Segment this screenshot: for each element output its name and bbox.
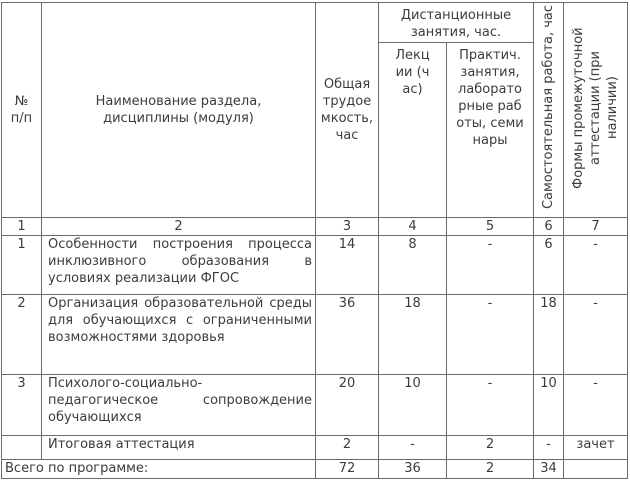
row-practice: - — [447, 295, 534, 375]
row-self-work: - — [534, 436, 564, 460]
total-hours: 72 — [316, 460, 379, 479]
row-name: Организация образовательной среды для обучающихся с ограниченными возможностями здоровья — [42, 295, 316, 375]
column-number-row — [2, 218, 628, 236]
row-num: 3 — [2, 375, 42, 436]
header-self-work-text: Самостоятельная работа, час — [541, 5, 556, 210]
row-lectures: - — [379, 436, 447, 460]
total-lectures: 36 — [379, 460, 447, 479]
row-forms: - — [564, 375, 628, 436]
col-num-1: 1 — [2, 218, 42, 236]
row-name: Психолого-социально-педагогическое сопровождение обучающихся — [42, 375, 316, 436]
header-practice-text: Практич. занятия, лабораторные работы, семинары — [456, 48, 524, 148]
row-self-work: 6 — [534, 236, 564, 295]
total-label: Всего по программе: — [2, 460, 316, 479]
header-self-work — [534, 3, 564, 218]
total-forms — [564, 460, 628, 479]
header-name-text: Наименование раздела, дисциплины (модуля) — [95, 94, 262, 126]
col-num-3: 3 — [316, 218, 379, 236]
header-forms — [564, 3, 628, 218]
row-num — [2, 436, 42, 460]
header-lectures-text: Лекции (час) — [395, 48, 430, 97]
header-forms-text: Формы промежуточной аттестации (при наличии) — [571, 26, 620, 189]
total-row — [2, 460, 628, 479]
row-lectures: 8 — [379, 236, 447, 295]
row-name: Итоговая аттестация — [42, 436, 316, 460]
header-distance-group-text: Дистанционные занятия, час. — [400, 8, 512, 40]
row-practice: - — [447, 375, 534, 436]
row-total: 36 — [316, 295, 379, 375]
row-lectures: 10 — [379, 375, 447, 436]
col-num-5: 5 — [447, 218, 534, 236]
row-name: Особенности построения процесса инклюзивного образования в условиях реализации ФГОС — [42, 236, 316, 295]
row-self-work: 10 — [534, 375, 564, 436]
header-name — [42, 3, 316, 218]
row-forms: - — [564, 295, 628, 375]
header-num — [2, 3, 42, 218]
row-total: 2 — [316, 436, 379, 460]
row-self-work: 18 — [534, 295, 564, 375]
table-row — [2, 236, 628, 295]
total-self-work: 34 — [534, 460, 564, 479]
row-forms: зачет — [564, 436, 628, 460]
row-num: 2 — [2, 295, 42, 375]
table-row — [2, 436, 628, 460]
row-total: 14 — [316, 236, 379, 295]
header-practice — [447, 43, 534, 218]
col-num-4: 4 — [379, 218, 447, 236]
header-total — [316, 3, 379, 218]
row-practice: - — [447, 236, 534, 295]
row-lectures: 18 — [379, 295, 447, 375]
row-forms: - — [564, 236, 628, 295]
row-total: 20 — [316, 375, 379, 436]
header-num-text: № п/п — [10, 94, 33, 126]
header-lectures — [379, 43, 447, 218]
table-row — [2, 375, 628, 436]
table-row — [2, 295, 628, 375]
header-distance-group — [379, 3, 534, 43]
row-practice: 2 — [447, 436, 534, 460]
total-practice: 2 — [447, 460, 534, 479]
col-num-6: 6 — [534, 218, 564, 236]
row-num: 1 — [2, 236, 42, 295]
curriculum-table — [1, 2, 628, 479]
col-num-7: 7 — [564, 218, 628, 236]
header-total-text: Общая трудоемкость, час — [320, 77, 374, 143]
col-num-2: 2 — [42, 218, 316, 236]
